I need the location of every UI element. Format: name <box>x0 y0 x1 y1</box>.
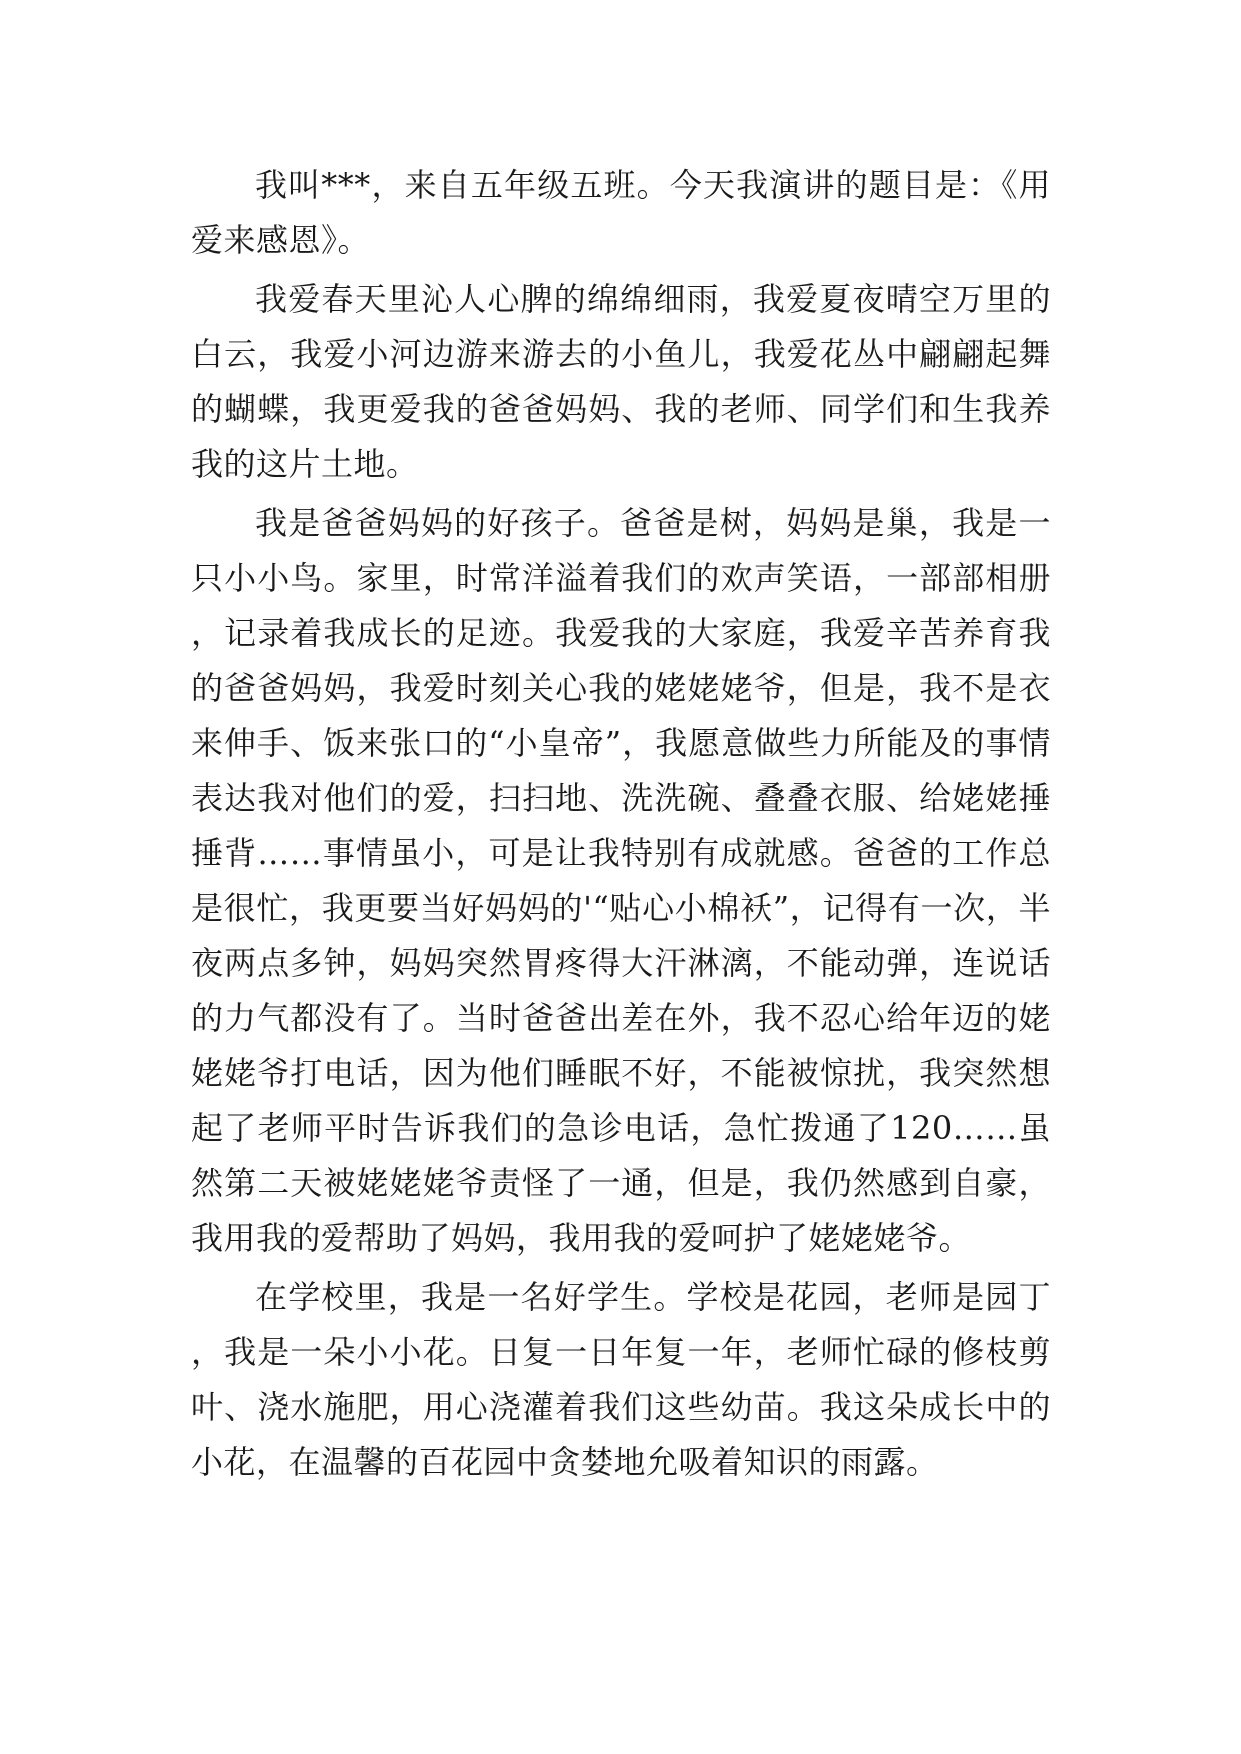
paragraph-nature-love: 我爱春天里沁人心脾的绵绵细雨，我爱夏夜晴空万里的白云，我爱小河边游来游去的小鱼儿，我爱花丛中翩翩起舞的蝴蝶，我更爱我的爸爸妈妈、我的老师、同学们和生我养我的这片土地。 <box>191 280 1051 483</box>
paragraph-intro: 我叫***，来自五年级五班。今天我演讲的题目是：《用爱来感恩》。 <box>191 166 1051 259</box>
document-body <box>191 158 1051 1490</box>
paragraph-school: 在学校里，我是一名好学生。学校是花园，老师是园丁，我是一朵小小花。日复一日年复一年，老师忙碌的修枝剪叶、浇水施肥，用心浇灌着我们这些幼苗。我这朵成长中的小花，在温馨的百花园中贪婪地允吸着知识的雨露。 <box>191 1278 1051 1481</box>
paragraph-family: 我是爸爸妈妈的好孩子。爸爸是树，妈妈是巢，我是一只小小鸟。家里，时常洋溢着我们的欢声笑语，一部部相册，记录着我成长的足迹。我爱我的大家庭，我爱辛苦养育我的爸爸妈妈，我爱时刻关心我的姥姥姥爷，但是，我不是衣来伸手、饭来张口的“小皇帝”，我愿意做些力所能及的事情表达我对他们的爱，扫扫地、洗洗碗、叠叠衣服、给姥姥捶捶背……事情虽小，可是让我特别有成就感。爸爸的工作总是很忙，我更要当好妈妈的'“贴心小棉袄”，记得有一次，半夜两点多钟，妈妈突然胃疼得大汗淋漓，不能动弹，连说话的力气都没有了。当时爸爸出差在外，我不忍心给年迈的姥姥姥爷打电话，因为他们睡眠不好，不能被惊扰，我突然想起了老师平时告诉我们的急诊电话，急忙拨通了120……虽然第二天被姥姥姥爷责怪了一通，但是，我仍然感到自豪，我用我的爱帮助了妈妈，我用我的爱呵护了姥姥姥爷。 <box>191 504 1051 1257</box>
